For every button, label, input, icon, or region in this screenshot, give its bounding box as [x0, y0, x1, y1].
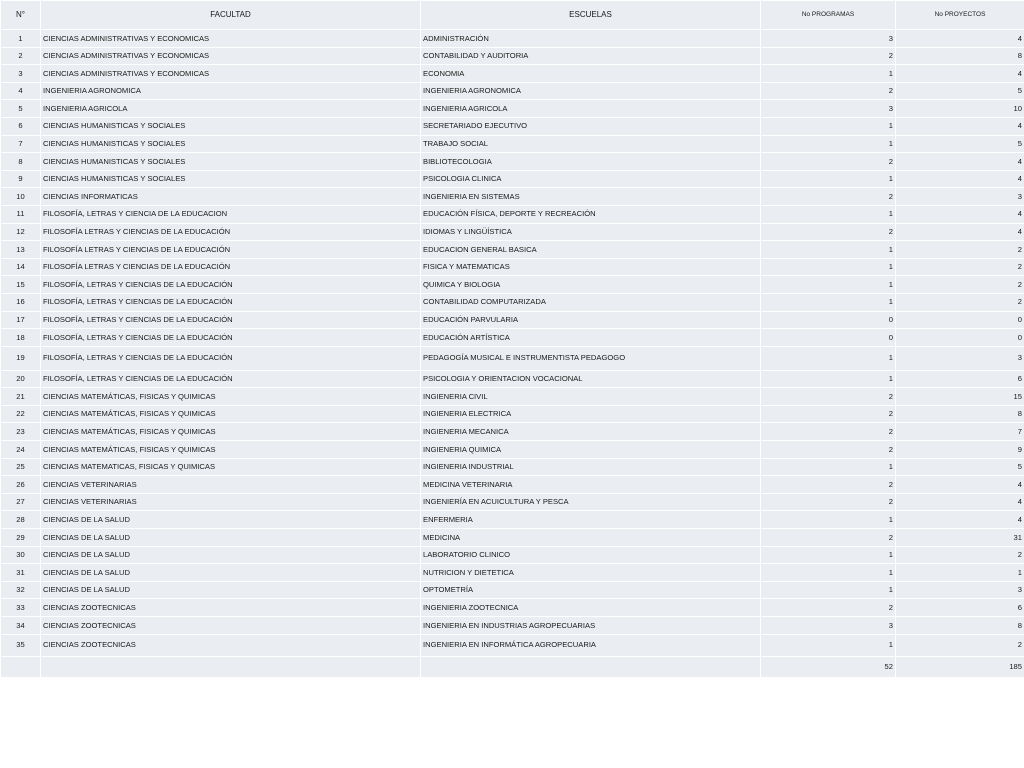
- proyectos-cell[interactable]: 10: [896, 100, 1024, 118]
- table-row: [1, 188, 1024, 206]
- escuela-cell[interactable]: INGIENERIA ELECTRICA: [421, 405, 761, 423]
- row-number-cell[interactable]: 21: [1, 388, 41, 406]
- proyectos-cell[interactable]: 9: [896, 441, 1024, 459]
- table-row: [1, 82, 1024, 100]
- programas-cell[interactable]: 1: [761, 511, 896, 529]
- escuela-cell[interactable]: BIBLIOTECOLOGIA: [421, 153, 761, 171]
- programas-cell[interactable]: 1: [761, 65, 896, 83]
- escuela-cell[interactable]: INGIENERIA MECANICA: [421, 423, 761, 441]
- row-number-cell[interactable]: 34: [1, 617, 41, 635]
- facultad-cell[interactable]: CIENCIAS MATEMATICAS, FISICAS Y QUIMICAS: [41, 458, 421, 476]
- row-number-cell[interactable]: 1: [1, 30, 41, 48]
- header-escuelas[interactable]: ESCUELAS: [421, 1, 761, 30]
- row-number-cell[interactable]: 33: [1, 599, 41, 617]
- header-proyectos[interactable]: No PROYECTOS: [896, 1, 1024, 30]
- table-row: [1, 529, 1024, 547]
- escuela-cell[interactable]: NUTRICION Y DIETETICA: [421, 564, 761, 582]
- table-row: [1, 223, 1024, 241]
- row-number-cell[interactable]: 19: [1, 346, 41, 370]
- programas-cell[interactable]: 3: [761, 617, 896, 635]
- escuela-cell[interactable]: INGENIERIA AGRICOLA: [421, 100, 761, 118]
- totals-empty-cell[interactable]: [1, 656, 41, 677]
- proyectos-cell[interactable]: 3: [896, 188, 1024, 206]
- escuela-cell[interactable]: EDUCACIÓN ARTÍSTICA: [421, 329, 761, 347]
- row-number-cell[interactable]: 9: [1, 170, 41, 188]
- escuela-cell[interactable]: INGENIERIA EN SISTEMAS: [421, 188, 761, 206]
- table-row: [1, 617, 1024, 635]
- header-programas[interactable]: No PROGRAMAS: [761, 1, 896, 30]
- header-row: [1, 1, 1024, 30]
- programas-cell[interactable]: 1: [761, 564, 896, 582]
- proyectos-cell[interactable]: 4: [896, 223, 1024, 241]
- proyectos-cell[interactable]: 4: [896, 153, 1024, 171]
- programas-cell[interactable]: 2: [761, 82, 896, 100]
- facultad-cell[interactable]: FILOSOFÍA, LETRAS Y CIENCIAS DE LA EDUCACIÓN: [41, 311, 421, 329]
- proyectos-cell[interactable]: 5: [896, 82, 1024, 100]
- table-row: [1, 65, 1024, 83]
- facultad-cell[interactable]: FILOSOFÍA, LETRAS Y CIENCIAS DE LA EDUCACIÓN: [41, 329, 421, 347]
- header-facultad[interactable]: FACULTAD: [41, 1, 421, 30]
- row-number-cell[interactable]: 5: [1, 100, 41, 118]
- proyectos-cell[interactable]: 8: [896, 405, 1024, 423]
- table-row: [1, 100, 1024, 118]
- facultad-cell[interactable]: CIENCIAS HUMANISTICAS Y SOCIALES: [41, 153, 421, 171]
- programas-cell[interactable]: 2: [761, 493, 896, 511]
- programas-cell[interactable]: 1: [761, 346, 896, 370]
- proyectos-cell[interactable]: 15: [896, 388, 1024, 406]
- escuela-cell[interactable]: PEDAGOGÍA MUSICAL E INSTRUMENTISTA PEDAGOGO: [421, 346, 761, 370]
- row-number-cell[interactable]: 26: [1, 476, 41, 494]
- escuela-cell[interactable]: SECRETARIADO EJECUTIVO: [421, 117, 761, 135]
- totals-row: [1, 656, 1024, 677]
- row-number-cell[interactable]: 14: [1, 258, 41, 276]
- row-number-cell[interactable]: 35: [1, 634, 41, 656]
- escuela-cell[interactable]: INGENIERÍA EN ACUICULTURA Y PESCA: [421, 493, 761, 511]
- table-row: [1, 293, 1024, 311]
- row-number-cell[interactable]: 31: [1, 564, 41, 582]
- programas-cell[interactable]: 3: [761, 100, 896, 118]
- facultad-cell[interactable]: CIENCIAS MATEMÁTICAS, FISICAS Y QUIMICAS: [41, 405, 421, 423]
- facultad-cell[interactable]: INGENIERIA AGRICOLA: [41, 100, 421, 118]
- proyectos-cell[interactable]: 4: [896, 30, 1024, 48]
- table-row: [1, 423, 1024, 441]
- facultad-cell[interactable]: CIENCIAS VETERINARIAS: [41, 493, 421, 511]
- escuela-cell[interactable]: ECONOMIA: [421, 65, 761, 83]
- facultad-cell[interactable]: CIENCIAS VETERINARIAS: [41, 476, 421, 494]
- row-number-cell[interactable]: 11: [1, 205, 41, 223]
- row-number-cell[interactable]: 12: [1, 223, 41, 241]
- total-proyectos[interactable]: 185: [896, 656, 1024, 677]
- facultad-cell[interactable]: CIENCIAS INFORMATICAS: [41, 188, 421, 206]
- table-row: [1, 599, 1024, 617]
- facultad-cell[interactable]: CIENCIAS HUMANISTICAS Y SOCIALES: [41, 117, 421, 135]
- programas-cell[interactable]: 1: [761, 546, 896, 564]
- proyectos-cell[interactable]: 2: [896, 546, 1024, 564]
- programas-cell[interactable]: 1: [761, 581, 896, 599]
- programas-cell[interactable]: 0: [761, 311, 896, 329]
- facultad-cell[interactable]: CIENCIAS HUMANISTICAS Y SOCIALES: [41, 135, 421, 153]
- table-row: [1, 388, 1024, 406]
- facultad-cell[interactable]: FILOSOFÍA LETRAS Y CIENCIAS DE LA EDUCACIÓN: [41, 223, 421, 241]
- facultad-cell[interactable]: INGENIERIA AGRONOMICA: [41, 82, 421, 100]
- table-row: [1, 329, 1024, 347]
- proyectos-cell[interactable]: 4: [896, 205, 1024, 223]
- programas-cell[interactable]: 2: [761, 223, 896, 241]
- programas-cell[interactable]: 0: [761, 329, 896, 347]
- proyectos-cell[interactable]: 4: [896, 65, 1024, 83]
- programas-cell[interactable]: 1: [761, 241, 896, 259]
- table-row: [1, 370, 1024, 388]
- facultad-cell[interactable]: CIENCIAS MATEMÁTICAS, FISICAS Y QUIMICAS: [41, 388, 421, 406]
- table-row: [1, 346, 1024, 370]
- row-number-cell[interactable]: 24: [1, 441, 41, 459]
- facultad-cell[interactable]: CIENCIAS MATEMÁTICAS, FISICAS Y QUIMICAS: [41, 423, 421, 441]
- escuela-cell[interactable]: INGENIERIA EN INFORMÁTICA AGROPECUARIA: [421, 634, 761, 656]
- proyectos-cell[interactable]: 4: [896, 511, 1024, 529]
- row-number-cell[interactable]: 15: [1, 276, 41, 294]
- proyectos-cell[interactable]: 6: [896, 599, 1024, 617]
- proyectos-cell[interactable]: 2: [896, 241, 1024, 259]
- table-row: [1, 634, 1024, 656]
- table-row: [1, 241, 1024, 259]
- facultad-cell[interactable]: FILOSOFÍA, LETRAS Y CIENCIAS DE LA EDUCACIÓN: [41, 346, 421, 370]
- proyectos-cell[interactable]: 0: [896, 329, 1024, 347]
- row-number-cell[interactable]: 6: [1, 117, 41, 135]
- proyectos-cell[interactable]: 3: [896, 581, 1024, 599]
- row-number-cell[interactable]: 7: [1, 135, 41, 153]
- programas-cell[interactable]: 1: [761, 258, 896, 276]
- escuela-cell[interactable]: INGENIERIA AGRONOMICA: [421, 82, 761, 100]
- proyectos-cell[interactable]: 0: [896, 311, 1024, 329]
- proyectos-cell[interactable]: 31: [896, 529, 1024, 547]
- proyectos-cell[interactable]: 2: [896, 293, 1024, 311]
- facultad-cell[interactable]: CIENCIAS MATEMÁTICAS, FISICAS Y QUIMICAS: [41, 441, 421, 459]
- escuela-cell[interactable]: PSICOLOGIA CLINICA: [421, 170, 761, 188]
- programas-cell[interactable]: 1: [761, 293, 896, 311]
- table-row: [1, 258, 1024, 276]
- escuela-cell[interactable]: INGENIERIA EN INDUSTRIAS AGROPECUARIAS: [421, 617, 761, 635]
- facultad-cell[interactable]: FILOSOFÍA LETRAS Y CIENCIAS DE LA EDUCACIÓN: [41, 258, 421, 276]
- proyectos-cell[interactable]: 2: [896, 634, 1024, 656]
- proyectos-cell[interactable]: 4: [896, 170, 1024, 188]
- table-row: [1, 170, 1024, 188]
- programas-cell[interactable]: 1: [761, 117, 896, 135]
- facultad-cell[interactable]: CIENCIAS DE LA SALUD: [41, 581, 421, 599]
- table-row: [1, 546, 1024, 564]
- proyectos-cell[interactable]: 7: [896, 423, 1024, 441]
- row-number-cell[interactable]: 22: [1, 405, 41, 423]
- programas-cell[interactable]: 2: [761, 599, 896, 617]
- proyectos-cell[interactable]: 3: [896, 346, 1024, 370]
- table-row: [1, 205, 1024, 223]
- programas-cell[interactable]: 2: [761, 47, 896, 65]
- escuela-cell[interactable]: INGENIERIA ZOOTECNICA: [421, 599, 761, 617]
- row-number-cell[interactable]: 17: [1, 311, 41, 329]
- programas-cell[interactable]: 1: [761, 634, 896, 656]
- facultad-cell[interactable]: CIENCIAS DE LA SALUD: [41, 546, 421, 564]
- table-row: [1, 276, 1024, 294]
- proyectos-cell[interactable]: 6: [896, 370, 1024, 388]
- table-row: [1, 493, 1024, 511]
- escuela-cell[interactable]: INGIENERIA QUIMICA: [421, 441, 761, 459]
- row-number-cell[interactable]: 27: [1, 493, 41, 511]
- row-number-cell[interactable]: 20: [1, 370, 41, 388]
- escuela-cell[interactable]: TRABAJO SOCIAL: [421, 135, 761, 153]
- facultad-cell[interactable]: CIENCIAS ZOOTECNICAS: [41, 634, 421, 656]
- escuela-cell[interactable]: PSICOLOGIA Y ORIENTACION VOCACIONAL: [421, 370, 761, 388]
- facultad-cell[interactable]: FILOSOFÍA, LETRAS Y CIENCIAS DE LA EDUCACIÓN: [41, 293, 421, 311]
- row-number-cell[interactable]: 29: [1, 529, 41, 547]
- table-body: [1, 30, 1024, 657]
- facultad-cell[interactable]: CIENCIAS HUMANISTICAS Y SOCIALES: [41, 170, 421, 188]
- facultad-cell[interactable]: CIENCIAS DE LA SALUD: [41, 564, 421, 582]
- programas-cell[interactable]: 3: [761, 30, 896, 48]
- programas-cell[interactable]: 2: [761, 441, 896, 459]
- facultad-cell[interactable]: CIENCIAS ZOOTECNICAS: [41, 617, 421, 635]
- facultad-cell[interactable]: CIENCIAS ADMINISTRATIVAS Y ECONOMICAS: [41, 65, 421, 83]
- escuela-cell[interactable]: INGIENERIA INDUSTRIAL: [421, 458, 761, 476]
- row-number-cell[interactable]: 23: [1, 423, 41, 441]
- proyectos-cell[interactable]: 4: [896, 476, 1024, 494]
- programas-cell[interactable]: 1: [761, 170, 896, 188]
- proyectos-cell[interactable]: 8: [896, 47, 1024, 65]
- programas-cell[interactable]: 2: [761, 188, 896, 206]
- escuela-cell[interactable]: OPTOMETRÍA: [421, 581, 761, 599]
- programas-cell[interactable]: 1: [761, 370, 896, 388]
- proyectos-cell[interactable]: 5: [896, 458, 1024, 476]
- proyectos-cell[interactable]: 5: [896, 135, 1024, 153]
- escuela-cell[interactable]: CONTABILIDAD COMPUTARIZADA: [421, 293, 761, 311]
- total-programas[interactable]: 52: [761, 656, 896, 677]
- row-number-cell[interactable]: 10: [1, 188, 41, 206]
- row-number-cell[interactable]: 16: [1, 293, 41, 311]
- escuela-cell[interactable]: QUIMICA Y BIOLOGIA: [421, 276, 761, 294]
- facultad-cell[interactable]: CIENCIAS DE LA SALUD: [41, 511, 421, 529]
- totals-empty-cell[interactable]: [421, 656, 761, 677]
- proyectos-cell[interactable]: 4: [896, 117, 1024, 135]
- table-row: [1, 405, 1024, 423]
- escuela-cell[interactable]: IDIOMAS Y LINGÜÍSTICA: [421, 223, 761, 241]
- escuela-cell[interactable]: EDUCACIÓN FÍSICA, DEPORTE Y RECREACIÓN: [421, 205, 761, 223]
- proyectos-cell[interactable]: 1: [896, 564, 1024, 582]
- proyectos-cell[interactable]: 8: [896, 617, 1024, 635]
- table-row: [1, 47, 1024, 65]
- table-row: [1, 564, 1024, 582]
- table-row: [1, 135, 1024, 153]
- row-number-cell[interactable]: 13: [1, 241, 41, 259]
- proyectos-cell[interactable]: 2: [896, 276, 1024, 294]
- escuela-cell[interactable]: EDUCACIÓN PARVULARIA: [421, 311, 761, 329]
- facultad-cell[interactable]: FILOSOFÍA LETRAS Y CIENCIAS DE LA EDUCACIÓN: [41, 241, 421, 259]
- table-row: [1, 441, 1024, 459]
- facultad-cell[interactable]: CIENCIAS DE LA SALUD: [41, 529, 421, 547]
- header-num[interactable]: N°: [1, 1, 41, 30]
- row-number-cell[interactable]: 4: [1, 82, 41, 100]
- table-row: [1, 476, 1024, 494]
- row-number-cell[interactable]: 18: [1, 329, 41, 347]
- proyectos-cell[interactable]: 4: [896, 493, 1024, 511]
- escuela-cell[interactable]: LABORATORIO CLINICO: [421, 546, 761, 564]
- row-number-cell[interactable]: 28: [1, 511, 41, 529]
- table-row: [1, 117, 1024, 135]
- escuela-cell[interactable]: CONTABILIDAD Y AUDITORIA: [421, 47, 761, 65]
- escuela-cell[interactable]: FISICA Y MATEMATICAS: [421, 258, 761, 276]
- table-row: [1, 458, 1024, 476]
- row-number-cell[interactable]: 3: [1, 65, 41, 83]
- programas-cell[interactable]: 2: [761, 529, 896, 547]
- table-row: [1, 153, 1024, 171]
- escuela-cell[interactable]: ENFERMERIA: [421, 511, 761, 529]
- escuela-cell[interactable]: MEDICINA VETERINARIA: [421, 476, 761, 494]
- row-number-cell[interactable]: 8: [1, 153, 41, 171]
- row-number-cell[interactable]: 30: [1, 546, 41, 564]
- escuela-cell[interactable]: MEDICINA: [421, 529, 761, 547]
- programas-cell[interactable]: 2: [761, 405, 896, 423]
- escuela-cell[interactable]: EDUCACION GENERAL BASICA: [421, 241, 761, 259]
- programas-cell[interactable]: 2: [761, 423, 896, 441]
- facultad-cell[interactable]: CIENCIAS ZOOTECNICAS: [41, 599, 421, 617]
- facultad-cell[interactable]: CIENCIAS ADMINISTRATIVAS Y ECONOMICAS: [41, 30, 421, 48]
- facultad-cell[interactable]: CIENCIAS ADMINISTRATIVAS Y ECONOMICAS: [41, 47, 421, 65]
- programas-cell[interactable]: 2: [761, 153, 896, 171]
- table-row: [1, 581, 1024, 599]
- facultad-cell[interactable]: FILOSOFÍA, LETRAS Y CIENCIA DE LA EDUCACION: [41, 205, 421, 223]
- programas-cell[interactable]: 1: [761, 135, 896, 153]
- table-row: [1, 311, 1024, 329]
- programas-cell[interactable]: 1: [761, 276, 896, 294]
- row-number-cell[interactable]: 25: [1, 458, 41, 476]
- facultad-cell[interactable]: FILOSOFÍA, LETRAS Y CIENCIAS DE LA EDUCACIÓN: [41, 276, 421, 294]
- totals-empty-cell[interactable]: [41, 656, 421, 677]
- escuela-cell[interactable]: INGIENERIA CIVIL: [421, 388, 761, 406]
- programas-cell[interactable]: 1: [761, 458, 896, 476]
- programas-cell[interactable]: 1: [761, 205, 896, 223]
- escuela-cell[interactable]: ADMINISTRACIÓN: [421, 30, 761, 48]
- table-row: [1, 30, 1024, 48]
- table-row: [1, 511, 1024, 529]
- programas-cell[interactable]: 2: [761, 476, 896, 494]
- facultad-cell[interactable]: FILOSOFÍA, LETRAS Y CIENCIAS DE LA EDUCACIÓN: [41, 370, 421, 388]
- row-number-cell[interactable]: 32: [1, 581, 41, 599]
- proyectos-cell[interactable]: 2: [896, 258, 1024, 276]
- programas-cell[interactable]: 2: [761, 388, 896, 406]
- row-number-cell[interactable]: 2: [1, 47, 41, 65]
